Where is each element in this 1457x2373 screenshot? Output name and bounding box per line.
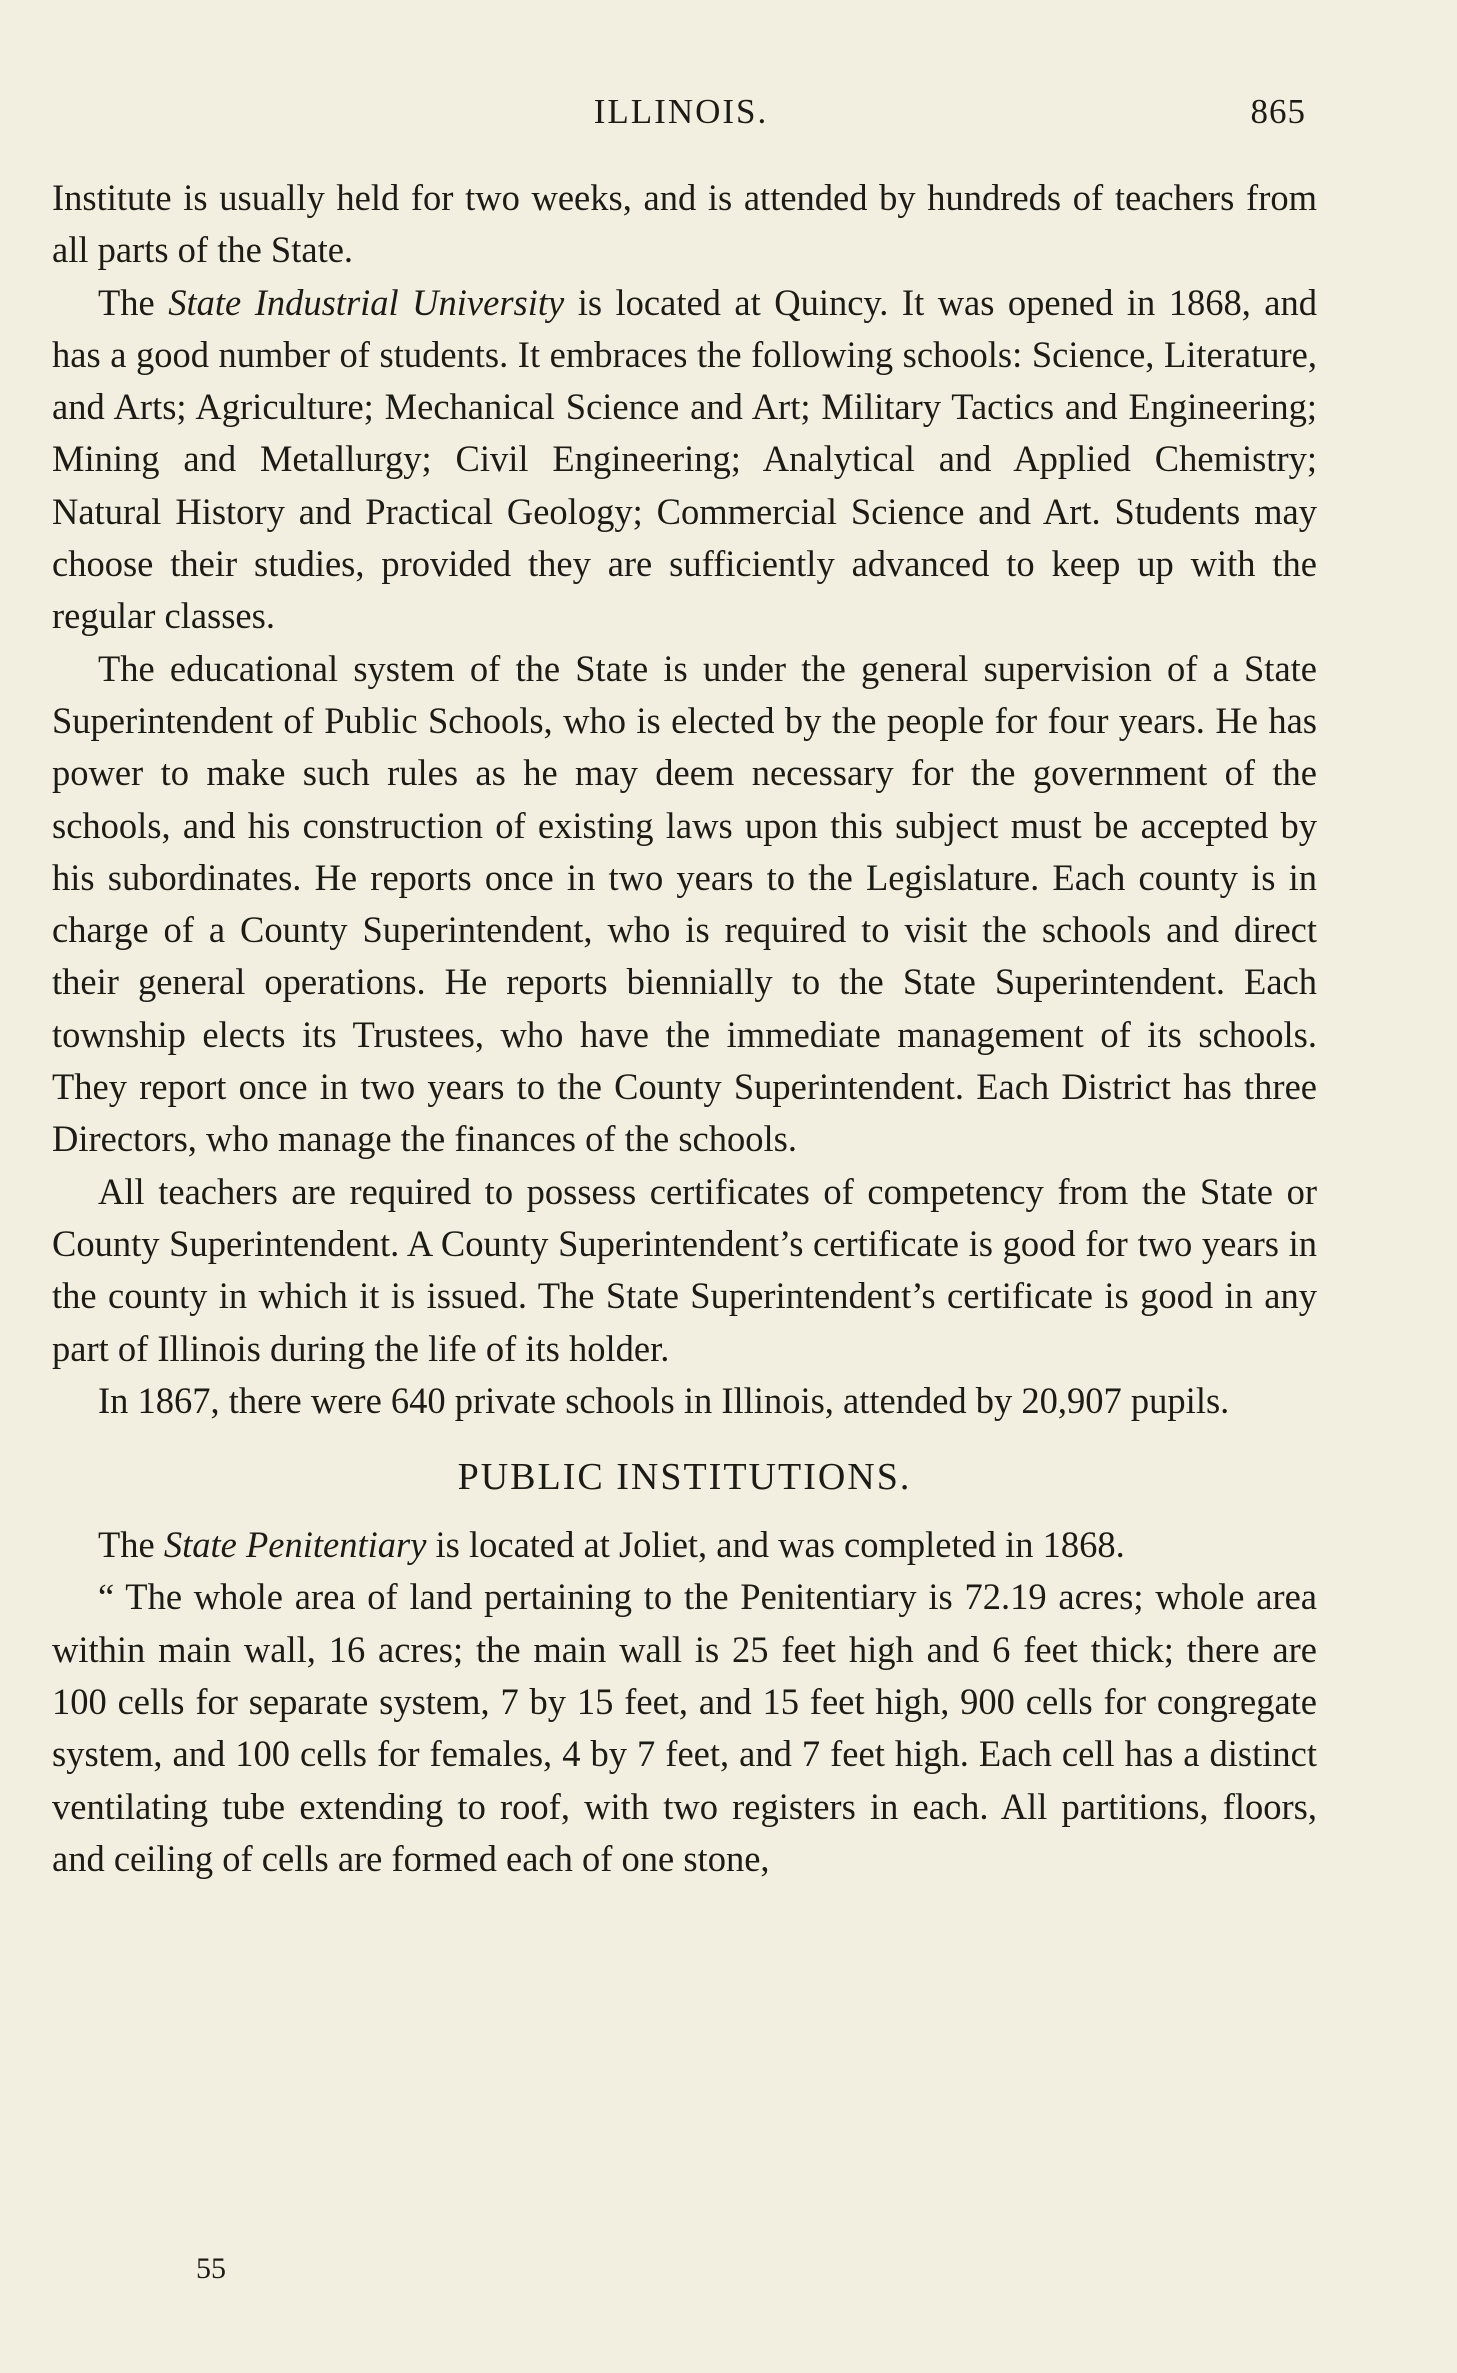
paragraph-teachers-certificates: All teachers are required to possess certificates of competency from the State or County Superintendent. A County Superintendent’s certificate is good for two years in the county in which it is issued. The State Superintendent’s certificate is good in any part of Illinois during the life of its holder. xyxy=(52,1170,1317,1369)
running-head: ILLINOIS. xyxy=(593,92,769,131)
paragraph-lead: The xyxy=(98,1524,164,1566)
signature-mark: 55 xyxy=(196,2252,226,2285)
paragraph-private-schools: In 1867, there were 640 private schools in Illinois, attended by 20,907 pupils. xyxy=(98,1379,1230,1421)
page-header xyxy=(56,92,1306,142)
body-text xyxy=(52,172,1317,1885)
section-heading: PUBLIC INSTITUTIONS. xyxy=(457,1456,912,1499)
paragraph-penitentiary xyxy=(52,1519,1317,1571)
paragraph-industrial-university xyxy=(52,277,1317,643)
paragraph-rest: is located at Joliet, and was completed in 1868. xyxy=(426,1524,1125,1566)
paragraph-lead: The xyxy=(98,281,169,323)
paragraph-educational-system: The educational system of the State is under the general supervision of a State Superintendent of Public Schools, who is elected by the people for four years. He has power to make such rules as he may deem necessary for the government of the schools, and his construction of existing laws upon this subject must be accepted by his subordinates. He reports once in two years to the Legislature. Each county is in charge of a County Superintendent, who is required to visit the schools and direct their general operations. He reports biennially to the State Superintendent. Each township elects its Trustees, who have the immediate management of its schools. They report once in two years to the County Superintendent. Each District has three Directors, who manage the finances of the schools. xyxy=(52,647,1317,1160)
paragraph-rest: is located at Quincy. It was opened in 1868, and has a good number of students. It embraces the following schools: Science, Literature, and Arts; Agriculture; Mechanical Science and Art; Military Tactics and Engineering; Mining and Metallurgy; Civil Engineering; Analytical and Applied Chemistry; Natural History and Practical Geology; Commercial Science and Art. Students may choose their studies, provided they are sufficiently advanced to keep up with the regular classes. xyxy=(52,281,1318,637)
page-number: 865 xyxy=(1250,92,1306,131)
italic-term: State Industrial University xyxy=(168,281,565,323)
paragraph-penitentiary-quote: “ The whole area of land pertaining to the Penitentiary is 72.19 acres; whole area within main wall, 16 acres; the main wall is 25 feet high and 6 feet thick; there are 100 cells for separate system, 7 by 15 feet, and 15 feet high, 900 cells for congregate system, and 100 cells for females, 4 by 7 feet, and 7 feet high. Each cell has a distinct ventilating tube extending to roof, with two registers in each. All partitions, floors, and ceiling of cells are formed each of one stone, xyxy=(52,1576,1317,1879)
paragraph-institute: Institute is usually held for two weeks, and is attended by hundreds of teachers from all parts of the State. xyxy=(52,177,1317,271)
italic-term: State Penitentiary xyxy=(163,1524,427,1566)
